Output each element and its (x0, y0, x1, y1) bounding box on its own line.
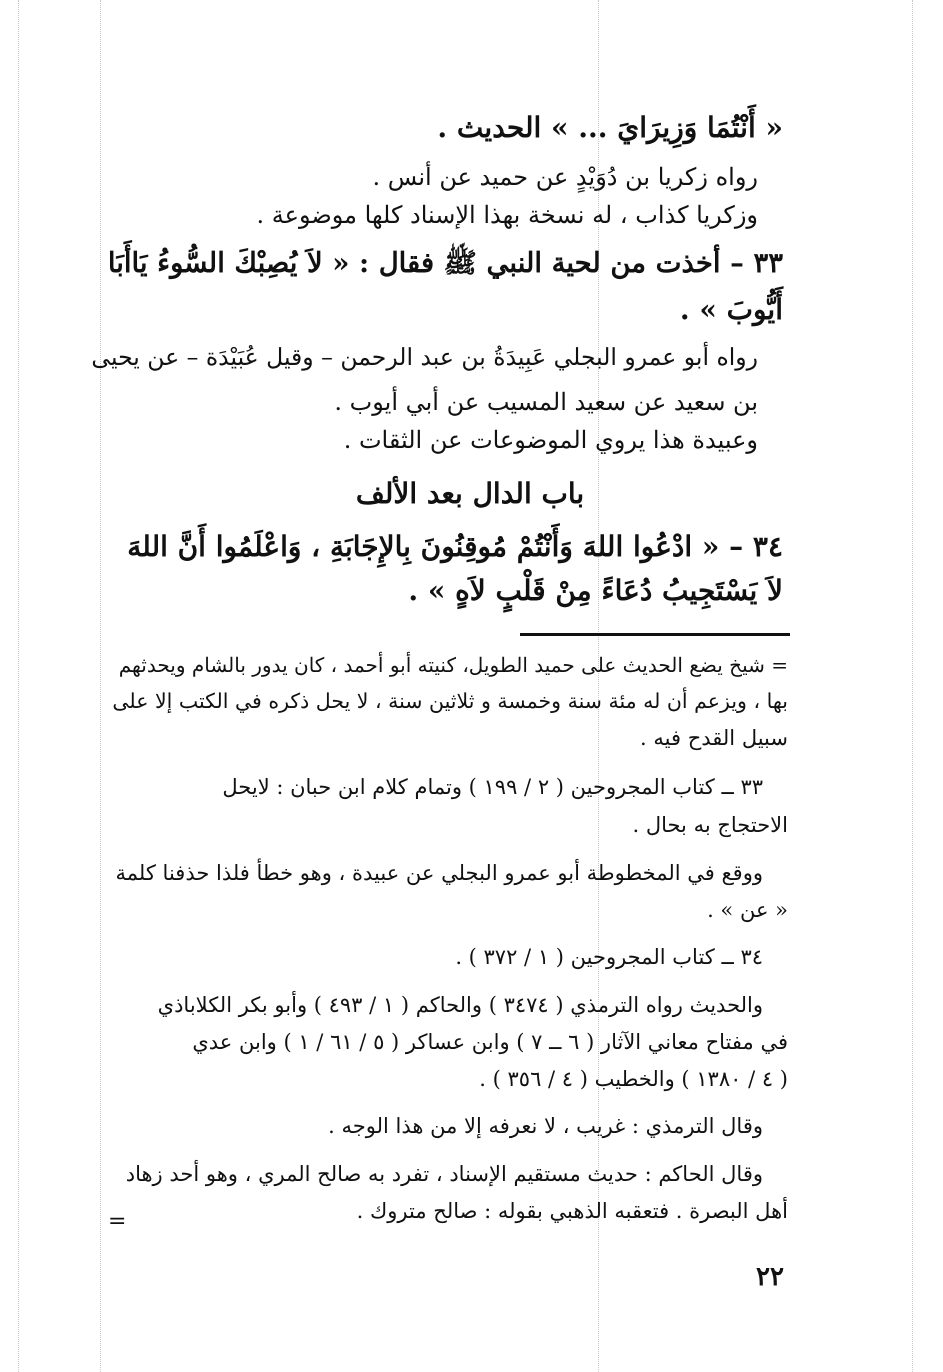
text-line: وعبيدة هذا يروي الموضوعات عن الثقات . (343, 426, 758, 454)
continuation-mark: = (108, 1209, 127, 1234)
footnote-line: ٣٤ ــ كتاب المجروحين ( ١ / ٣٧٢ ) . (455, 945, 763, 969)
text-line: وزكريا كذاب ، له نسخة بهذا الإسناد كلها موضوعة . (256, 201, 758, 229)
footnote-line: ٣٣ ــ كتاب المجروحين ( ٢ / ١٩٩ ) وتمام كلام ابن حبان : لايحل (222, 775, 763, 799)
footnote-line: والحديث رواه الترمذي ( ٣٤٧٤ ) والحاكم ( ١ / ٤٩٣ ) وأبو بكر الكلاباذي (157, 993, 763, 1017)
footnote-line: وقال الترمذي : غريب ، لا نعرفه إلا من هذا الوجه . (328, 1114, 763, 1138)
footnote-divider (520, 633, 790, 636)
hadith-34-line: ٣٤ – « ادْعُوا اللهَ وَأَنْتُمْ مُوقِنُونَ بِالإِجَابَةِ ، وَاعْلَمُوا أَنَّ اللهَ (127, 530, 783, 563)
footnote-line: « عن » . (707, 898, 788, 922)
footnote-line: = شيخ يضع الحديث على حميد الطويل، كنيته أبو أحمد ، كان يدور بالشام ويحدثهم (118, 653, 788, 677)
scan-guide-line (100, 0, 101, 1372)
text-line: رواه أبو عمرو البجلي عَبِيدَةُ بن عبد الرحمن – وقيل عُبَيْدَة – عن يحيى (91, 343, 758, 371)
footnote-line: سبيل القدح فيه . (640, 726, 788, 750)
chapter-heading: باب الدال بعد الألف (355, 477, 585, 510)
page-number: ٢٢ (756, 1262, 784, 1292)
footnote-line: بها ، ويزعم أن له مئة سنة وخمسة و ثلاثين سنة ، لا يحل ذكره في الكتب إلا على (112, 689, 788, 713)
footnote-line: في مفتاح معاني الآثار ( ٦ ــ ٧ ) وابن عساكر ( ٥ / ٦١ / ١ ) وابن عدي (192, 1030, 788, 1054)
text-line: « أَنْتُمَا وَزِيرَايَ ... » الحديث . (437, 111, 783, 144)
footnote-line: الاحتجاج به بحال . (632, 813, 788, 837)
footnote-line: ووقع في المخطوطة أبو عمرو البجلي عن عبيدة ، وهو خطأ فلذا حذفنا كلمة (115, 861, 763, 885)
scan-guide-line (18, 0, 19, 1372)
text-line: لاَ يَسْتَجِيبُ دُعَاءً مِنْ قَلْبٍ لاَهٍ » . (408, 574, 783, 607)
footnote-line: ( ٤ / ١٣٨٠ ) والخطيب ( ٤ / ٣٥٦ ) . (479, 1067, 788, 1091)
text-line: بن سعيد عن سعيد المسيب عن أبي أيوب . (334, 388, 758, 416)
hadith-33-line: ٣٣ – أخذت من لحية النبي ﷺ فقال : « لاَ يُصِبْكَ السُّوءُ يَاأَبَا (107, 247, 783, 279)
scan-guide-line (912, 0, 913, 1372)
text-line: أَيُّوبَ » . (679, 293, 783, 326)
footnote-line: وقال الحاكم : حديث مستقيم الإسناد ، تفرد به صالح المري ، وهو أحد زهاد (125, 1162, 763, 1186)
footnote-line: أهل البصرة . فتعقبه الذهبي بقوله : صالح متروك . (356, 1199, 788, 1223)
text-line: رواه زكريا بن دُوَيْدٍ عن حميد عن أنس . (372, 163, 758, 191)
